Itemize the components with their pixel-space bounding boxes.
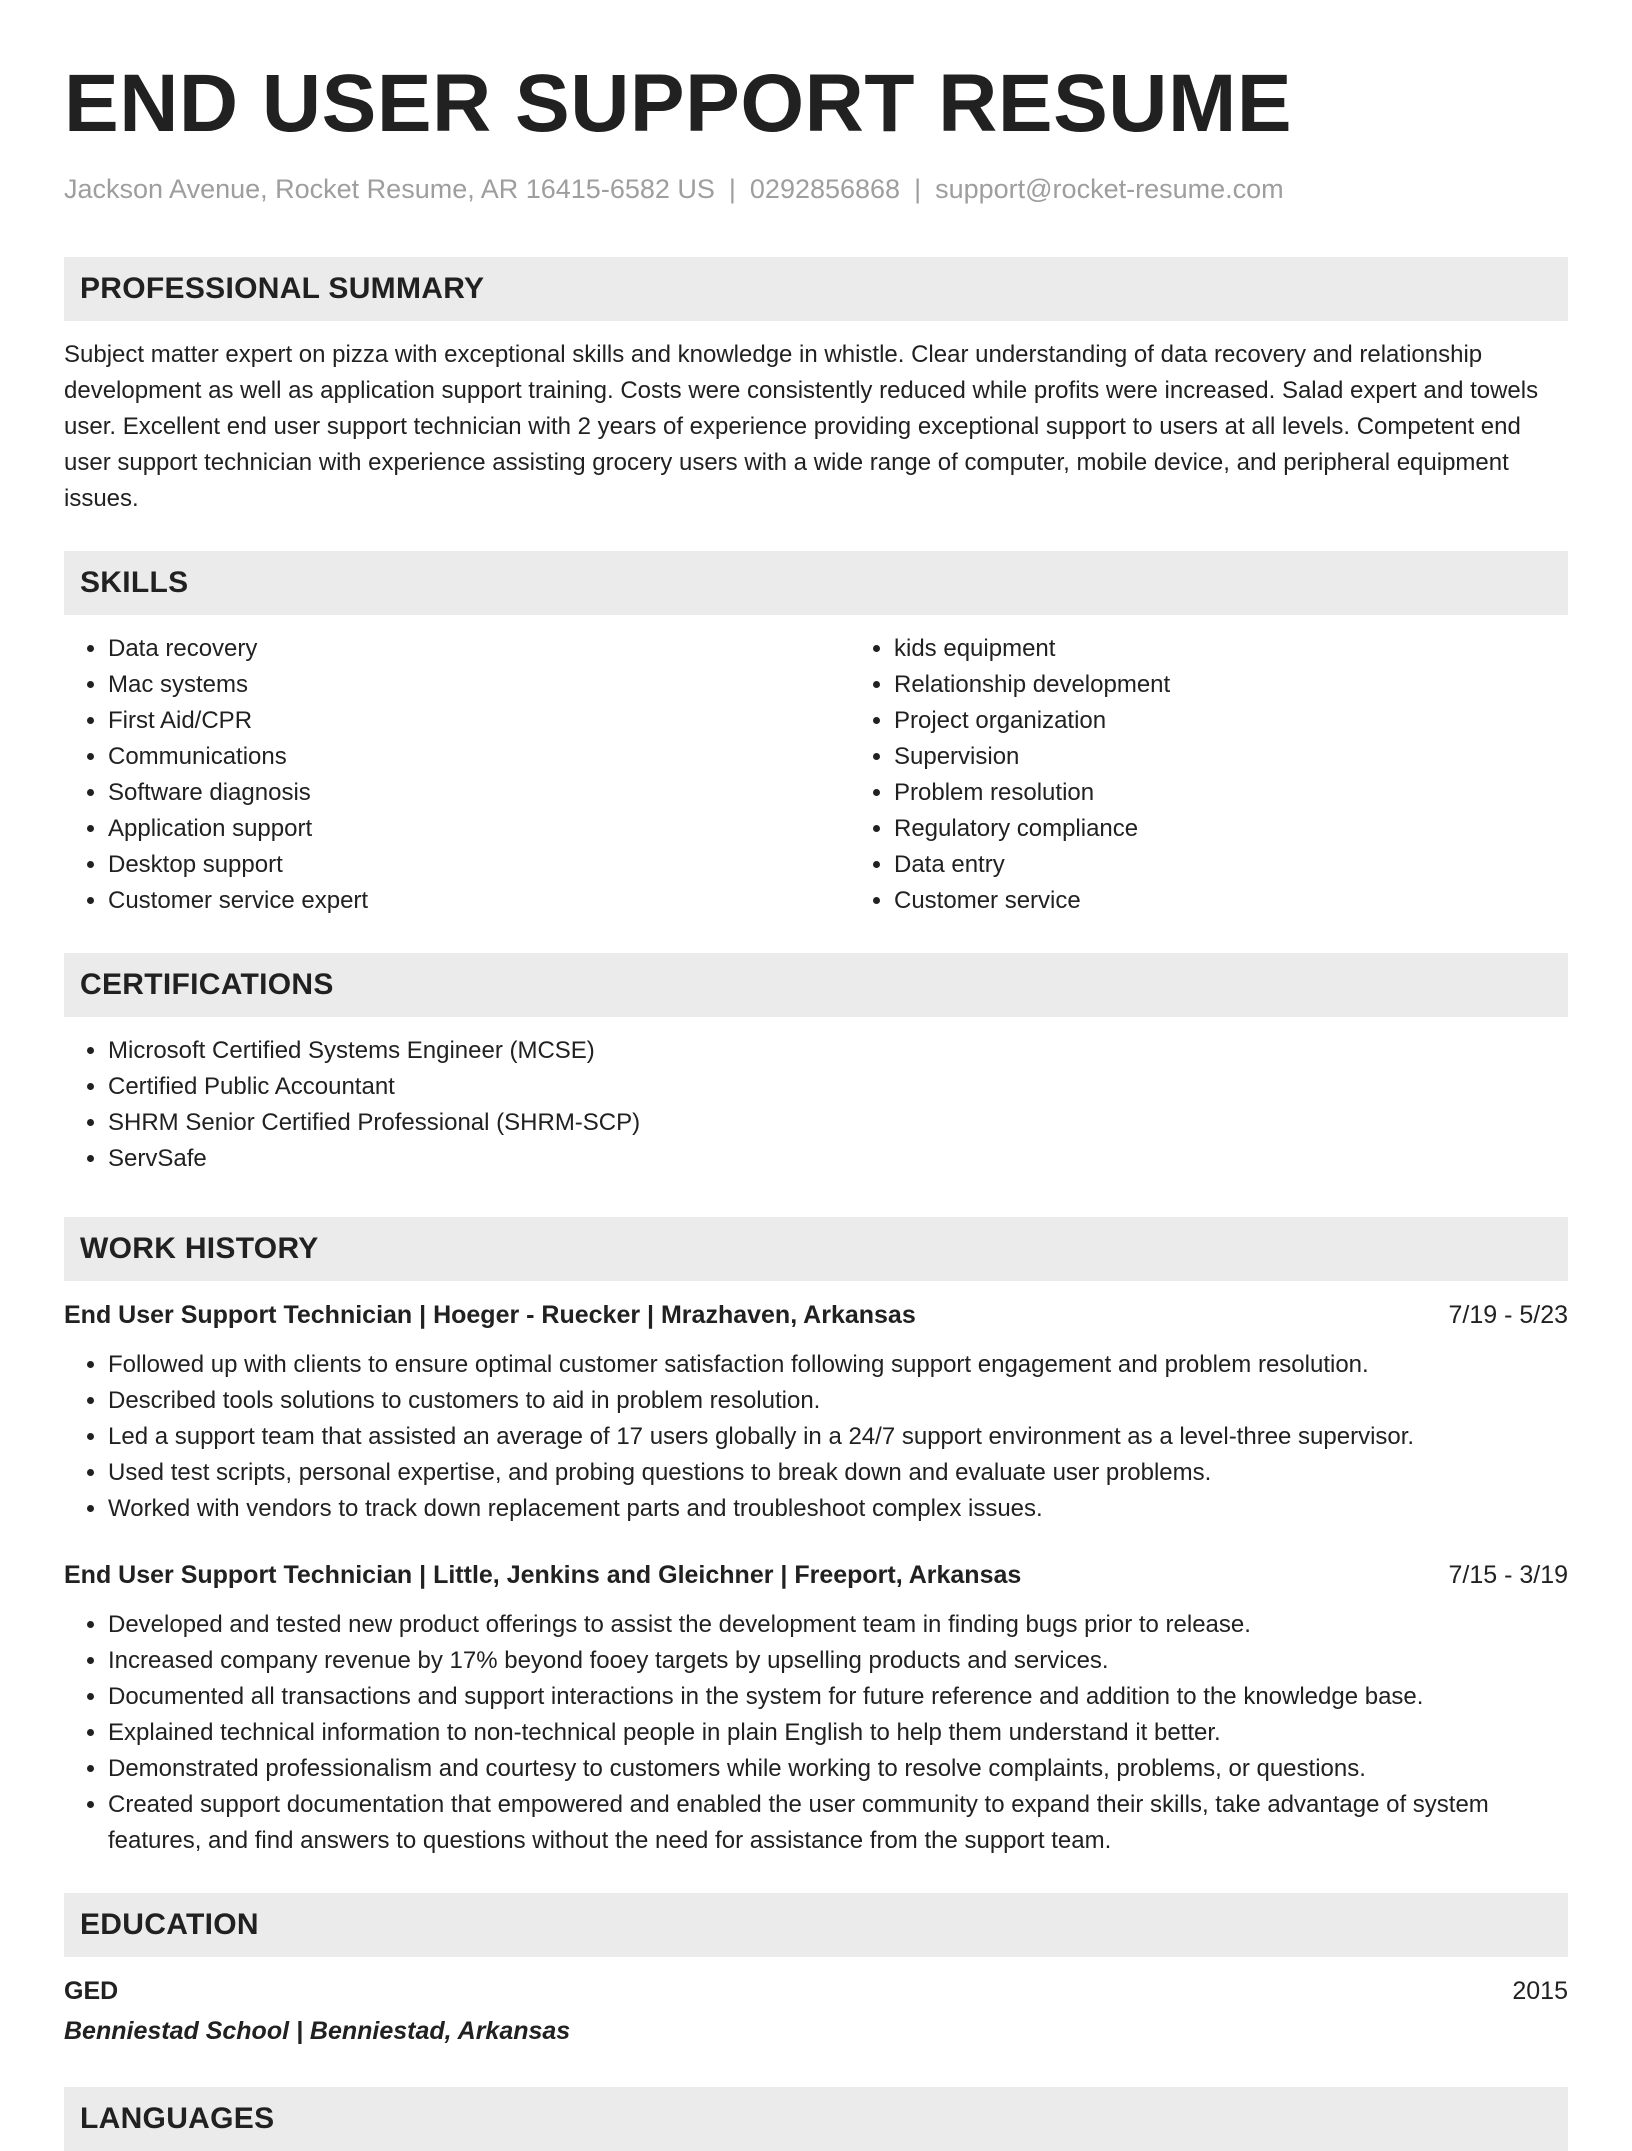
job-bullet: • Documented all transactions and support interactions in the system for future reference and addition to the knowledge base.	[108, 1679, 1568, 1715]
section-header-languages: LANGUAGES	[64, 2087, 1568, 2151]
job-header	[64, 1557, 1568, 1593]
contact-address: Jackson Avenue, Rocket Resume, AR 16415-6582 US	[64, 174, 715, 204]
job-bullet: • Followed up with clients to ensure optimal customer satisfaction following support engagement and problem resolution.	[108, 1347, 1568, 1383]
skill-item: • Desktop support	[108, 847, 850, 883]
job-dates: 7/19 - 5/23	[1448, 1301, 1568, 1329]
section-header-education: EDUCATION	[64, 1893, 1568, 1957]
job-bullet: • Used test scripts, personal expertise, and probing questions to break down and evaluate user problems.	[108, 1455, 1568, 1491]
contact-phone: 0292856868	[749, 174, 901, 204]
resume-title: END USER SUPPORT RESUME	[64, 58, 1293, 149]
job-title: End User Support Technician | Little, Jenkins and Gleichner | Freeport, Arkansas	[64, 1561, 1022, 1589]
skill-item: • Relationship development	[894, 667, 1632, 703]
job-bullet: • Increased company revenue by 17% beyond fooey targets by upselling products and services.	[108, 1643, 1568, 1679]
skill-item: • Problem resolution	[894, 775, 1632, 811]
skill-item: • Supervision	[894, 739, 1632, 775]
section-header-skills: SKILLS	[64, 551, 1568, 615]
job-title: End User Support Technician | Hoeger - Ruecker | Mrazhaven, Arkansas	[64, 1301, 916, 1329]
contact-line	[64, 172, 1568, 206]
section-header-work-history: WORK HISTORY	[64, 1217, 1568, 1281]
job-bullet: • Developed and tested new product offerings to assist the development team in finding bugs prior to release.	[108, 1607, 1568, 1643]
skill-item: • Customer service	[894, 883, 1632, 919]
certification-item: • Certified Public Accountant	[108, 1069, 1568, 1105]
skill-item: • Software diagnosis	[108, 775, 850, 811]
certification-item: • Microsoft Certified Systems Engineer (MCSE)	[108, 1033, 1568, 1069]
job-bullet: • Demonstrated professionalism and courtesy to customers while working to resolve complaints, problems, or questions.	[108, 1751, 1568, 1787]
education-header	[64, 1973, 1568, 2009]
contact-separator: |	[914, 174, 922, 204]
skill-item: • First Aid/CPR	[108, 703, 850, 739]
job-bullet: • Explained technical information to non-technical people in plain English to help them understand it better.	[108, 1715, 1568, 1751]
skill-item: • Data entry	[894, 847, 1632, 883]
contact-separator: |	[728, 174, 736, 204]
skills-list-left	[64, 631, 850, 919]
job-bullet: • Described tools solutions to customers to aid in problem resolution.	[108, 1383, 1568, 1419]
job-bullets	[64, 1607, 1568, 1859]
job-bullets	[64, 1347, 1568, 1527]
job-header	[64, 1297, 1568, 1333]
skill-item: • Regulatory compliance	[894, 811, 1632, 847]
section-header-certifications: CERTIFICATIONS	[64, 953, 1568, 1017]
certification-item: • ServSafe	[108, 1141, 1568, 1177]
skill-item: • Communications	[108, 739, 850, 775]
contact-email: support@rocket-resume.com	[935, 174, 1284, 204]
skills-grid	[64, 631, 1568, 919]
skill-item: • kids equipment	[894, 631, 1632, 667]
education-degree: GED	[64, 1977, 119, 2005]
skill-item: • Project organization	[894, 703, 1632, 739]
job-dates: 7/15 - 3/19	[1448, 1561, 1568, 1589]
section-header-summary: PROFESSIONAL SUMMARY	[64, 257, 1568, 321]
skill-item: • Data recovery	[108, 631, 850, 667]
job-bullet: • Created support documentation that empowered and enabled the user community to expand their skills, take advantage of system features, and find answers to questions without the need for assistance from the support team.	[108, 1787, 1568, 1859]
certification-item: • SHRM Senior Certified Professional (SHRM-SCP)	[108, 1105, 1568, 1141]
job-bullet: • Led a support team that assisted an average of 17 users globally in a 24/7 support environment as a level-three supervisor.	[108, 1419, 1568, 1455]
certifications-list	[64, 1033, 1568, 1177]
resume-page	[64, 0, 1568, 2151]
job-bullet: • Worked with vendors to track down replacement parts and troubleshoot complex issues.	[108, 1491, 1568, 1527]
skill-item: • Customer service expert	[108, 883, 850, 919]
skill-item: • Application support	[108, 811, 850, 847]
skills-list-right	[850, 631, 1632, 919]
skill-item: • Mac systems	[108, 667, 850, 703]
summary-text: Subject matter expert on pizza with exceptional skills and knowledge in whistle. Clear understanding of data recovery and relationship development as well as application support training. Costs were consistently reduced while profits were increased. Salad expert and towels user. Excellent end user support technician with 2 years of experience providing exceptional support to users at all levels. Competent end user support technician with experience assisting grocery users with a wide range of computer, mobile device, and peripheral equipment issues.	[64, 341, 1539, 512]
education-year: 2015	[1512, 1977, 1568, 2005]
education-school: Benniestad School | Benniestad, Arkansas	[64, 2017, 571, 2045]
